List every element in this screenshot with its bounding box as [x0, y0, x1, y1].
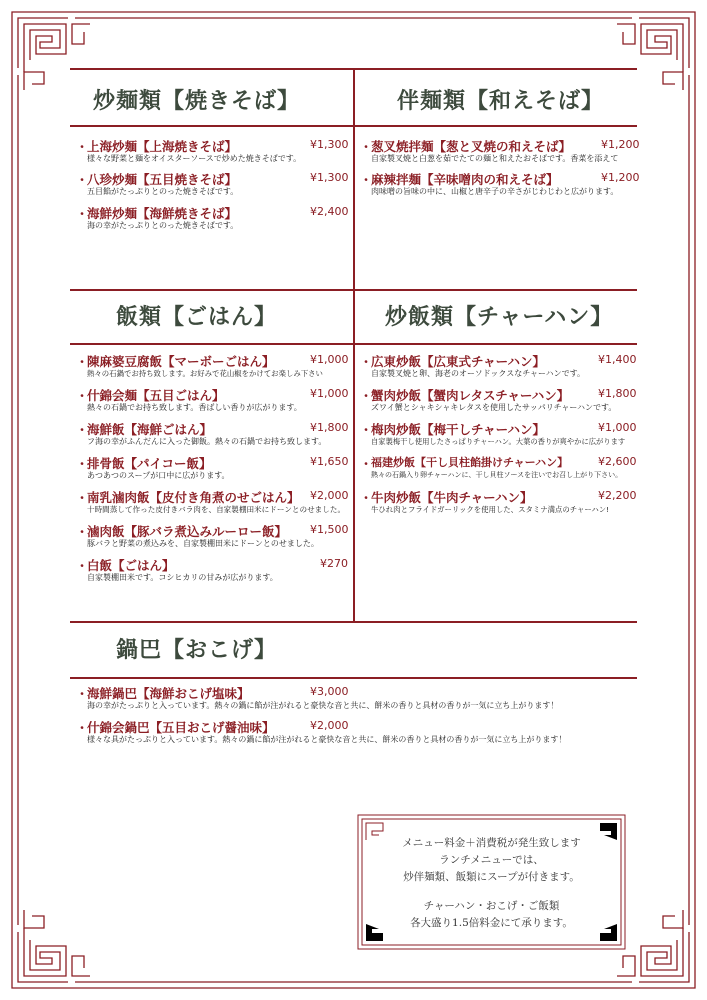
- item-desc: 肉味噌の旨味の中に、山椒と唐辛子の辛さがじわじわと広がります。: [371, 187, 619, 196]
- menu-item: ・ 海鮮炒麺【海鮮焼きそば】 ¥2,400 海の幸がたっぷりとのった焼きそばです。: [76, 205, 349, 230]
- menu-item: ・ 広東炒飯【広東式チャーハン】 ¥1,400 自家製叉焼と卵、海老のオーソドックスなチャーハンです。: [360, 352, 642, 379]
- menu-item: ・ 上海炒麺【上海焼きそば】 ¥1,300 様々な野菜と麺をオイスターソースで炒めた焼きそばです。: [76, 138, 349, 163]
- item-name: 海鮮鍋巴【海鮮おこげ塩味】: [87, 686, 250, 701]
- item-name: 牛肉炒飯【牛肉チャーハン】: [371, 490, 533, 505]
- item-name: 葱叉焼拌麺【葱と叉焼の和えそば】: [371, 139, 572, 154]
- item-price: ¥2,000: [310, 719, 349, 732]
- menu-item: ・ 排骨飯【パイコー飯】 ¥1,650 あつあつのスープが口中に広がります。: [76, 455, 349, 480]
- item-price: ¥1,200: [601, 171, 640, 184]
- item-name: 海鮮飯【海鮮ごはん】: [87, 422, 213, 437]
- item-desc: 十時間蒸して作った皮付きバラ肉を、自家製棚田米にドーンとのせました。: [87, 505, 346, 514]
- item-price: ¥270: [320, 557, 348, 570]
- menu-item: ・ 八珍炒麺【五目焼きそば】 ¥1,300 五目餡がたっぷりとのった焼きそばです。: [76, 171, 349, 196]
- item-name: 白飯【ごはん】: [87, 558, 175, 573]
- item-name: 蟹肉炒飯【蟹肉レタスチャーハン】: [371, 388, 570, 403]
- section-title-gohan: 飯類【ごはん】: [116, 304, 278, 330]
- section-title-okoge: 鍋巴【おこげ】: [116, 637, 278, 663]
- item-price: ¥1,800: [310, 421, 349, 434]
- item-desc: フ海の幸がふんだんに入った御飯。熱々の石鍋でお持ち致します。: [87, 437, 327, 446]
- item-name: 排骨飯【パイコー飯】: [87, 456, 212, 471]
- item-price: ¥3,000: [310, 685, 349, 698]
- item-price: ¥1,000: [598, 421, 637, 434]
- notice-line: 炒伴麺類、飯類にスープが付きます。: [403, 871, 580, 883]
- item-price: ¥1,000: [310, 353, 349, 366]
- item-desc: 熱々の石鍋入り卵チャーハンに、干し貝柱ソースを注いでお召し上がり下さい。: [371, 471, 623, 479]
- item-name: 陳麻婆豆腐飯【マーボーごはん】: [87, 354, 275, 369]
- item-name: 梅肉炒飯【梅干しチャーハン】: [371, 422, 546, 437]
- divider: [70, 677, 637, 679]
- section-title-yakisoba: 炒麺類【焼きそば】: [93, 88, 301, 114]
- item-name: 海鮮炒麺【海鮮焼きそば】: [87, 206, 238, 221]
- item-desc: 熱々の石鍋でお持ち致します。お好みで花山椒をかけてお楽しみ下さい: [87, 369, 323, 378]
- item-name: 上海炒麺【上海焼きそば】: [87, 139, 238, 154]
- item-price: ¥2,000: [310, 489, 349, 502]
- notice-line: ランチメニューでは、: [439, 854, 544, 866]
- item-price: ¥1,000: [310, 387, 349, 400]
- notice-line: 各大盛り1.5倍料金にて承ります。: [410, 917, 573, 929]
- item-name: 滷肉飯【豚バラ煮込みルーロー飯】: [87, 524, 288, 539]
- menu-item: ・ 什錦会鍋巴【五目おこげ醤油味】 ¥2,000 様々な具がたっぷりと入っています。熱々の鍋に餡が注がれると豪快な音と共に、餅米の香りと具材の香りが一気に立ち上がります！: [76, 718, 656, 745]
- menu-item: ・ 南乳滷肉飯【皮付き角煮のせごはん】 ¥2,000 十時間蒸して作った皮付きバラ肉を、自家製棚田米にドーンとのせました。: [76, 489, 349, 514]
- item-price: ¥1,800: [598, 387, 637, 400]
- item-price: ¥1,300: [310, 138, 349, 151]
- item-desc: 様々な具がたっぷりと入っています。熱々の鍋に餡が注がれると豪快な音と共に、餅米の香りと具材の香りが一気に立ち上がります！: [87, 735, 567, 744]
- menu-item: ・ 白飯【ごはん】 ¥270 自家製棚田米です。コシヒカリの甘みが広がります。: [76, 557, 348, 582]
- item-name: 什錦会鍋巴【五目おこげ醤油味】: [87, 720, 275, 735]
- item-price: ¥1,650: [310, 455, 349, 468]
- menu-item: ・ 滷肉飯【豚バラ煮込みルーロー飯】 ¥1,500 豚バラと野菜の煮込みを、自家製棚田米にドーンとのせました。: [76, 523, 349, 548]
- item-price: ¥1,200: [601, 138, 640, 151]
- item-price: ¥2,600: [598, 455, 637, 468]
- notice-line: メニュー料金＋消費税が発生致します: [402, 837, 581, 849]
- item-desc: あつあつのスープが口中に広がります。: [87, 471, 230, 480]
- divider: [70, 289, 637, 291]
- item-desc: 自家製梅干し使用したさっぱりチャーハン。大葉の香りが爽やかに広がります: [371, 437, 626, 446]
- menu-item: ・ 梅肉炒飯【梅干しチャーハン】 ¥1,000 自家製梅干し使用したさっぱりチャーハン。大葉の香りが爽やかに広がります: [360, 420, 642, 447]
- item-desc: 豚バラと野菜の煮込みを、自家製棚田米にドーンとのせました。: [87, 539, 319, 548]
- section-title-chahan: 炒飯類【チャーハン】: [385, 304, 614, 330]
- menu-item: ・ 福建炒飯【干し貝柱餡掛けチャーハン】 ¥2,600 熱々の石鍋入り卵チャーハンに、干し貝柱ソースを注いでお召し上がり下さい。: [360, 454, 642, 481]
- item-desc: ズワイ蟹とシャキシャキレタスを使用したサッパリチャーハンです。: [371, 403, 617, 412]
- item-name: 広東炒飯【広東式チャーハン】: [371, 354, 546, 369]
- menu-item: ・ 牛肉炒飯【牛肉チャーハン】 ¥2,200 牛ひれ肉とフライドガーリックを使用した、スタミナ満点のチャーハン!: [360, 488, 642, 515]
- item-price: ¥1,300: [310, 171, 349, 184]
- item-desc: 五目餡がたっぷりとのった焼きそばです。: [87, 187, 239, 196]
- menu-item: ・ 葱叉焼拌麺【葱と叉焼の和えそば】 ¥1,200 自家製叉焼と白葱を茹でたての麺と和えたおそばです。香菜を添えて: [360, 137, 642, 164]
- menu-item: ・ 陳麻婆豆腐飯【マーボーごはん】 ¥1,000 熱々の石鍋でお持ち致します。お好みで花山椒をかけてお楽しみ下さい: [76, 353, 349, 378]
- divider: [70, 621, 637, 623]
- item-desc: 牛ひれ肉とフライドガーリックを使用した、スタミナ満点のチャーハン!: [371, 505, 610, 514]
- item-desc: 海の幸がたっぷりと入っています。熱々の鍋に餡が注がれると豪快な音と共に、餅米の香りと具材の香りが一気に立ち上がります！: [87, 701, 559, 710]
- menu-item: ・ 蟹肉炒飯【蟹肉レタスチャーハン】 ¥1,800 ズワイ蟹とシャキシャキレタスを使用したサッパリチャーハンです。: [360, 386, 642, 413]
- divider: [70, 343, 637, 345]
- item-price: ¥1,400: [598, 353, 637, 366]
- item-price: ¥1,500: [310, 523, 349, 536]
- notice-line: チャーハン・おこげ・ご飯類: [423, 900, 560, 912]
- item-desc: 熱々の石鍋でお持ち致します。香ばしい香りが広がります。: [87, 403, 302, 412]
- item-price: ¥2,400: [310, 205, 349, 218]
- item-desc: 様々な野菜と麺をオイスターソースで炒めた焼きそばです。: [87, 154, 302, 163]
- item-desc: 自家製叉焼と卵、海老のオーソドックスなチャーハンです。: [371, 369, 585, 378]
- section-title-aesoba: 伴麺類【和えそば】: [397, 88, 605, 114]
- item-name: 麻辣拌麺【辛味噌肉の和えそば】: [371, 172, 559, 187]
- item-desc: 自家製叉焼と白葱を茹でたての麺と和えたおそばです。香菜を添えて: [371, 154, 619, 163]
- item-name: 八珍炒麺【五目焼きそば】: [87, 172, 238, 187]
- item-desc: 自家製棚田米です。コシヒカリの甘みが広がります。: [87, 573, 278, 582]
- item-desc: 海の幸がたっぷりとのった焼きそばです。: [87, 221, 239, 230]
- item-name: 什錦会麺【五目ごはん】: [87, 388, 225, 403]
- menu-item: ・ 海鮮飯【海鮮ごはん】 ¥1,800 フ海の幸がふんだんに入った御飯。熱々の石鍋でお持ち致します。: [76, 421, 349, 446]
- item-name: 福建炒飯【干し貝柱餡掛けチャーハン】: [371, 456, 569, 469]
- notice-box: [358, 815, 625, 949]
- menu-item: ・ 海鮮鍋巴【海鮮おこげ塩味】 ¥3,000 海の幸がたっぷりと入っています。熱々の鍋に餡が注がれると豪快な音と共に、餅米の香りと具材の香りが一気に立ち上がります！: [76, 684, 656, 711]
- item-price: ¥2,200: [598, 489, 637, 502]
- item-name: 南乳滷肉飯【皮付き角煮のせごはん】: [87, 490, 300, 505]
- menu-item: ・ 什錦会麺【五目ごはん】 ¥1,000 熱々の石鍋でお持ち致します。香ばしい香りが広がります。: [76, 387, 349, 412]
- menu-item: ・ 麻辣拌麺【辛味噌肉の和えそば】 ¥1,200 肉味噌の旨味の中に、山椒と唐辛子の辛さがじわじわと広がります。: [360, 170, 642, 197]
